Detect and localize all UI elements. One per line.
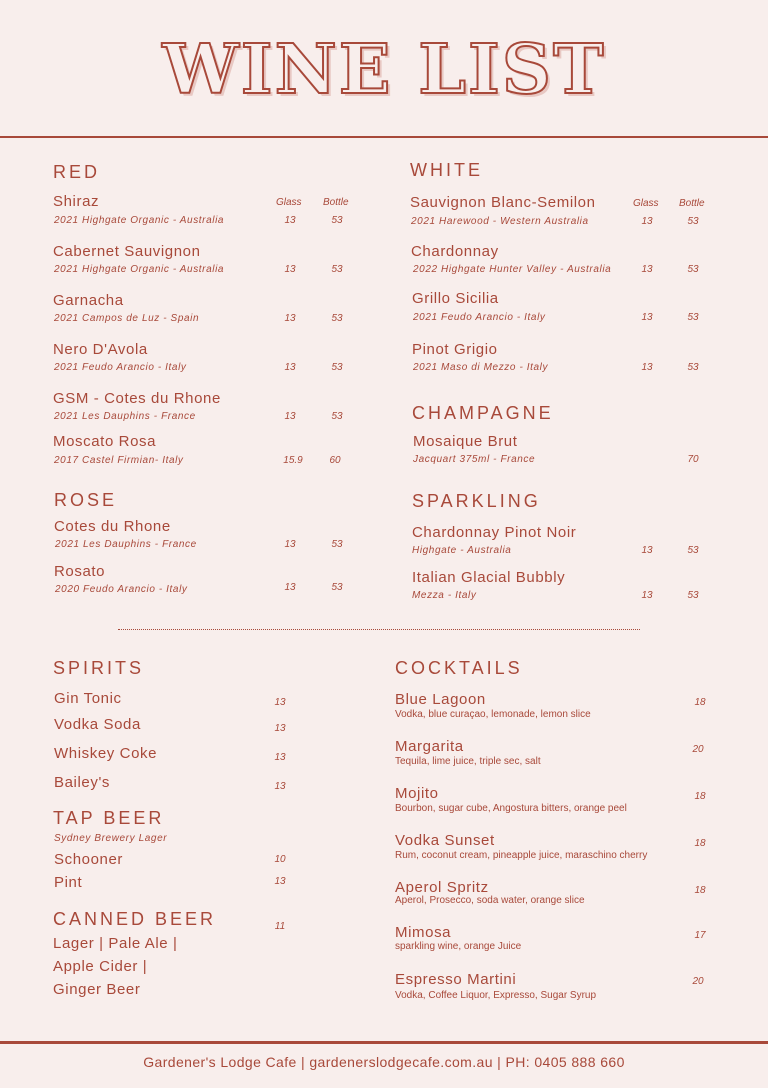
drink-name: Vodka Soda [54,716,141,733]
top-divider [0,136,768,138]
bottle-price: 53 [331,313,343,324]
bottle-price: 53 [687,312,699,323]
drink-price: 13 [274,752,286,763]
wine-name: Shiraz [53,193,100,210]
wine-detail: 2020 Feudo Arancio - Italy [55,584,188,595]
cocktail-description: Tequila, lime juice, triple sec, salt [395,756,541,767]
cocktail-name: Margarita [395,738,464,755]
section-heading-sparkling: SPARKLING [412,491,541,511]
wine-name: Rosato [54,563,106,580]
glass-price: 13 [641,312,653,323]
section-heading-tap-beer: TAP BEER [53,808,165,828]
cocktail-name: Blue Lagoon [395,691,486,708]
wine-detail: 2021 Les Dauphins - France [55,539,197,550]
drink-price: 13 [274,876,286,887]
wine-detail: 2021 Highgate Organic - Australia [54,215,225,226]
bottle-price: 60 [329,455,341,466]
drink-name: Bailey's [54,774,111,791]
cocktail-name: Mimosa [395,924,452,941]
glass-price: 13 [641,545,653,556]
cocktail-name: Mojito [395,785,439,802]
cocktail-description: Vodka, Coffee Liquor, Expresso, Sugar Syrup [395,990,597,1001]
cocktail-description: Aperol, Prosecco, soda water, orange slice [395,895,585,906]
wine-detail: 2021 Campos de Luz - Spain [54,313,200,324]
cocktail-price: 18 [694,697,706,708]
wine-name: Grillo Sicilia [412,290,499,307]
column-header-glass: Glass [276,197,302,208]
cocktail-description: Rum, coconut cream, pineapple juice, maraschino cherry [395,850,648,861]
section-heading-rose: ROSE [54,490,118,510]
bottle-price: 53 [331,362,343,373]
wine-detail: 2021 Les Dauphins - France [54,411,196,422]
drink-price: 13 [274,723,286,734]
wine-name: GSM - Cotes du Rhone [53,390,221,407]
bottle-price: 53 [687,362,699,373]
page-title: WINE LIST [162,30,606,110]
beer-detail: Sydney Brewery Lager [54,833,168,844]
glass-price: 13 [284,362,296,373]
cocktail-price: 17 [694,930,706,941]
bottle-price: 53 [687,264,699,275]
glass-price: 13 [284,539,296,550]
bottle-price: 53 [331,539,343,550]
wine-detail: 2021 Highgate Organic - Australia [54,264,225,275]
canned-beer-line: Lager | Pale Ale | [53,935,178,952]
wine-detail: 2021 Harewood - Western Australia [411,216,589,227]
cocktail-price: 18 [694,791,706,802]
drink-name: Gin Tonic [54,690,122,707]
glass-price: 13 [284,411,296,422]
glass-price: 15.9 [283,455,303,466]
section-heading-canned-beer: CANNED BEER [53,909,217,929]
wine-name: Nero D'Avola [53,341,148,358]
cocktail-description: Bourbon, sugar cube, Angostura bitters, orange peel [395,803,627,814]
glass-price: 13 [641,362,653,373]
bottle-price: 70 [687,454,699,465]
wine-name: Cotes du Rhone [54,518,171,535]
glass-price: 13 [284,582,296,593]
footer-contact: Gardener's Lodge Cafe | gardenerslodgecafe.com.au | PH: 0405 888 660 [143,1054,625,1070]
bottle-price: 53 [687,216,699,227]
bottle-price: 53 [687,545,699,556]
section-heading-champagne: CHAMPAGNE [412,403,554,423]
cocktail-price: 20 [692,976,704,987]
bottom-divider [0,1041,768,1044]
bottle-price: 53 [331,215,343,226]
canned-beer-line: Apple Cider | [53,958,148,975]
wine-name: Moscato Rosa [53,433,157,450]
bottle-price: 53 [331,411,343,422]
drink-price: 11 [274,921,286,932]
glass-price: 13 [284,313,296,324]
wine-detail: 2022 Highgate Hunter Valley - Australia [413,264,612,275]
drink-name: Schooner [54,851,124,868]
glass-price: 13 [641,264,653,275]
section-heading-cocktails: COCKTAILS [395,658,523,678]
cocktail-name: Espresso Martini [395,971,517,988]
wine-name: Pinot Grigio [412,341,498,358]
section-heading-red: RED [53,162,101,182]
wine-detail: 2021 Feudo Arancio - Italy [413,312,546,323]
glass-price: 13 [641,216,653,227]
bottle-price: 53 [331,264,343,275]
column-header-glass: Glass [633,198,659,209]
wine-name: Chardonnay [411,243,499,260]
drink-name: Whiskey Coke [54,745,158,762]
cocktail-name: Aperol Spritz [395,879,489,896]
wine-detail: 2017 Castel Firmian- Italy [54,455,184,466]
glass-price: 13 [641,590,653,601]
cocktail-price: 20 [692,744,704,755]
bottle-price: 53 [687,590,699,601]
wine-detail: Mezza - Italy [412,590,477,601]
section-divider [118,629,640,630]
wine-name: Italian Glacial Bubbly [412,569,566,586]
wine-name: Cabernet Sauvignon [53,243,201,260]
glass-price: 13 [284,264,296,275]
canned-beer-line: Ginger Beer [53,981,141,998]
wine-name: Garnacha [53,292,124,309]
column-header-bottle: Bottle [679,198,705,209]
section-heading-white: WHITE [410,160,483,180]
glass-price: 13 [284,215,296,226]
wine-name: Mosaique Brut [413,433,518,450]
column-header-bottle: Bottle [323,197,349,208]
drink-name: Pint [54,874,83,891]
wine-detail: Highgate - Australia [412,545,512,556]
drink-price: 10 [274,854,286,865]
wine-name: Chardonnay Pinot Noir [412,524,577,541]
wine-detail: 2021 Maso di Mezzo - Italy [413,362,549,373]
cocktail-description: Vodka, blue curaçao, lemonade, lemon slice [395,709,591,720]
section-heading-spirits: SPIRITS [53,658,145,678]
cocktail-name: Vodka Sunset [395,832,495,849]
cocktail-price: 18 [694,885,706,896]
cocktail-description: sparkling wine, orange Juice [395,941,522,952]
wine-detail: Jacquart 375ml - France [413,454,536,465]
wine-detail: 2021 Feudo Arancio - Italy [54,362,187,373]
bottle-price: 53 [331,582,343,593]
drink-price: 13 [274,781,286,792]
cocktail-price: 18 [694,838,706,849]
drink-price: 13 [274,697,286,708]
wine-name: Sauvignon Blanc-Semilon [410,194,596,211]
